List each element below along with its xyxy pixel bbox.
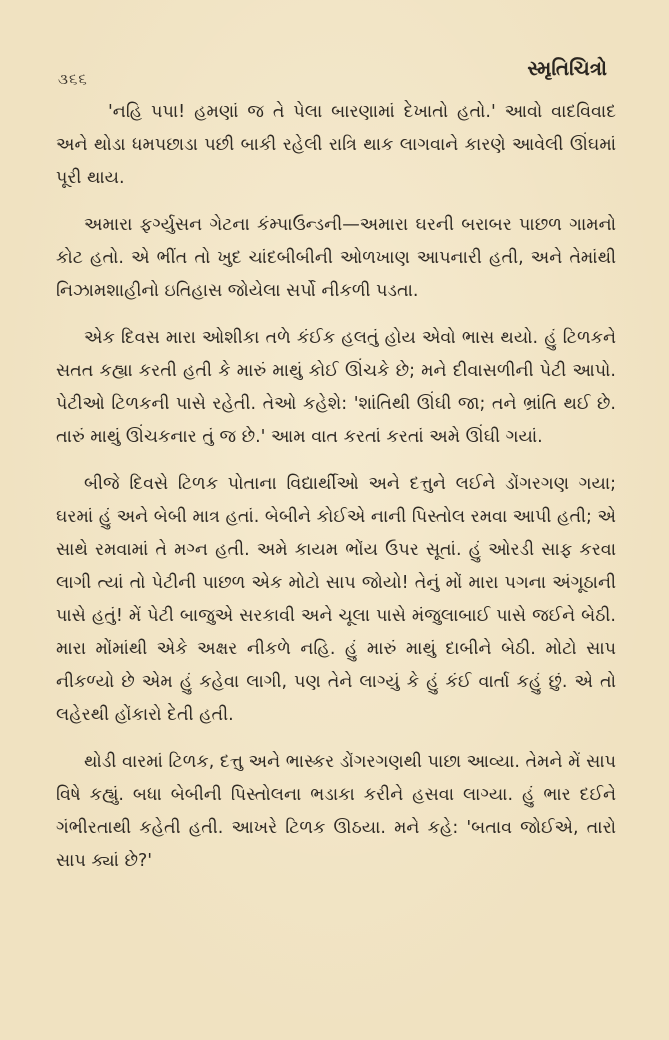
- paragraph-3: એક દિવસ મારા ઓશીકા તળે કંઈક હલતું હોય એવો ભાસ થયો. હું ટિળકને સતત કહ્યા કરતી હતી કે મારું માથું કોઈ ઊંચકે છે; મને દીવાસળીની પેટી આપો. પેટીઓ ટિળકની પાસે રહેતી. તેઓ કહેશે: 'શાંતિથી ઊંઘી જા; તને ભ્રાંતિ થઈ છે. તારું માથું ઊંચકનાર તું જ છે.' આમ વાત કરતાં કરતાં અમે ઊંઘી ગયાં.: [56, 328, 616, 447]
- paragraph-2: અમારા ફર્ગ્યુસન ગેટના કંમ્પાઉન્ડની—અમારા ઘરની બરાબર પાછળ ગામનો કોટ હતો. એ ભીંત તો ખુદ ચાંદબીબીની ઓળખાણ આપનારી હતી, અને તેમાંથી નિઝામશાહીનો ઇતિહાસ જોયેલા સર્પો નીકળી પડતા.: [56, 215, 616, 301]
- paragraph-5: થોડી વારમાં ટિળક, દત્તુ અને ભાસ્કર ડોંગરગણથી પાછા આવ્યા. તેમને મેં સાપ વિષે કહ્યું. બધા બેબીની પિસ્તોલના ભડાકા કરીને હસવા લાગ્યા. હું ભાર દઈને ગંભીરતાથી કહેતી હતી. આખરે ટિળક ઊઠયા. મને કહે: 'બતાવ જોઈએ, તારો સાપ ક્યાં છે?': [56, 752, 616, 871]
- paragraph-4: બીજે દિવસે ટિળક પોતાના વિદ્યાર્થીઓ અને દત્તુને લઈને ડોંગરગણ ગયા; ઘરમાં હું અને બેબી માત્ર હતાં. બેબીને કોઈએ નાની પિસ્તોલ રમવા આપી હતી; એ સાથે રમવામાં તે મગ્ન હતી. અમે કાયમ ભોંય ઉપર સૂતાં. હું ઓરડી સાફ કરવા લાગી ત્યાં તો પેટીની પાછળ એક મોટો સાપ જોયો! તેનું મોં મારા પગના અંગૂઠાની પાસે હતું! મેં પેટી બાજુએ સરકાવી અને ચૂલા પાસે મંજુલાબાઈ પાસે જઈને બેઠી. મારા મોંમાંથી એકે અક્ષર નીકળે નહિ. હું મારું માથું દાબીને બેઠી. મોટો સાપ નીકળ્યો છે એમ હું કહેવા લાગી, પણ તેને લાગ્યું કે હું કંઈ વાર્તા કહું છું. એ તો લહેરથી હોંકારો દેતી હતી.: [56, 474, 616, 725]
- page-number: ૩૬૬: [58, 70, 88, 88]
- running-header-title: સ્મૃતિચિત્રો: [527, 56, 607, 80]
- paragraph-1: 'નહિ પપા! હમણાં જ તે પેલા બારણામાં દેખાતો હતો.' આવો વાદવિવાદ અને થોડા ધમપછાડા પછી બાકી રહેલી રાત્રિ થાક લાગવાને કારણે આવેલી ઊંઘમાં પૂરી થાય.: [56, 102, 616, 188]
- body-text: [56, 96, 616, 892]
